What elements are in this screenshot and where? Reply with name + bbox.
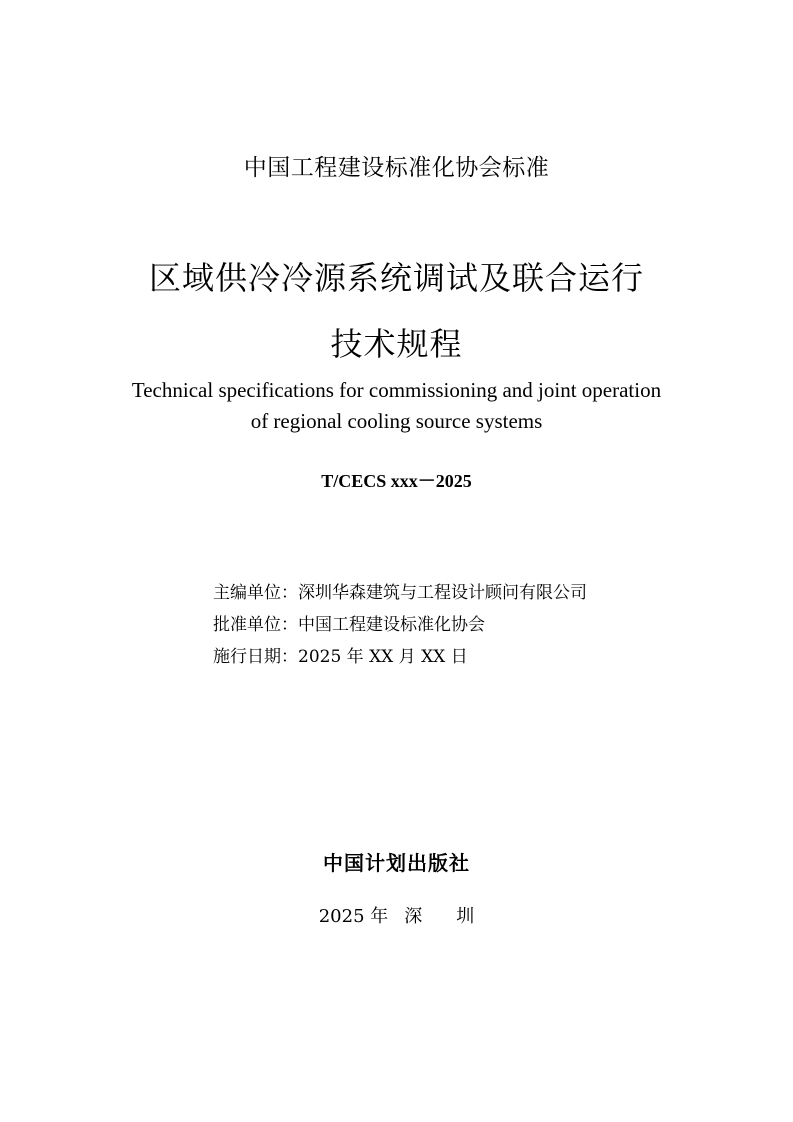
title-english-line-1: Technical specifications for commissioning and joint operation	[131, 378, 662, 402]
title-chinese-line-1: 区域供冷冷源系统调试及联合运行	[148, 259, 644, 297]
info-block	[213, 577, 587, 673]
editor-value: 深圳华森建筑与工程设计顾问有限公司	[298, 583, 587, 603]
title-english-line-2: of regional cooling source systems	[250, 409, 543, 433]
title-chinese-line-2: 技术规程	[330, 325, 463, 363]
imprint-year: 2025 年	[318, 906, 389, 927]
editor-label: 主编单位：	[213, 583, 298, 603]
approver-row	[213, 609, 587, 641]
effective-date-value: 2025 年 XX 月 XX 日	[298, 647, 468, 667]
imprint-city-char-1: 深	[404, 906, 423, 927]
effective-date-row	[213, 641, 587, 673]
approver-label: 批准单位：	[213, 615, 298, 635]
publisher-name: 中国计划出版社	[323, 851, 470, 875]
standard-code: T/CECS xxx－2025	[321, 471, 472, 491]
effective-date-label: 施行日期：	[213, 647, 298, 667]
imprint-line	[0, 903, 793, 931]
association-standard-heading: 中国工程建设标准化协会标准	[243, 155, 550, 181]
editor-row	[213, 577, 587, 609]
approver-value: 中国工程建设标准化协会	[298, 615, 485, 635]
imprint-city-char-2: 圳	[456, 906, 475, 927]
